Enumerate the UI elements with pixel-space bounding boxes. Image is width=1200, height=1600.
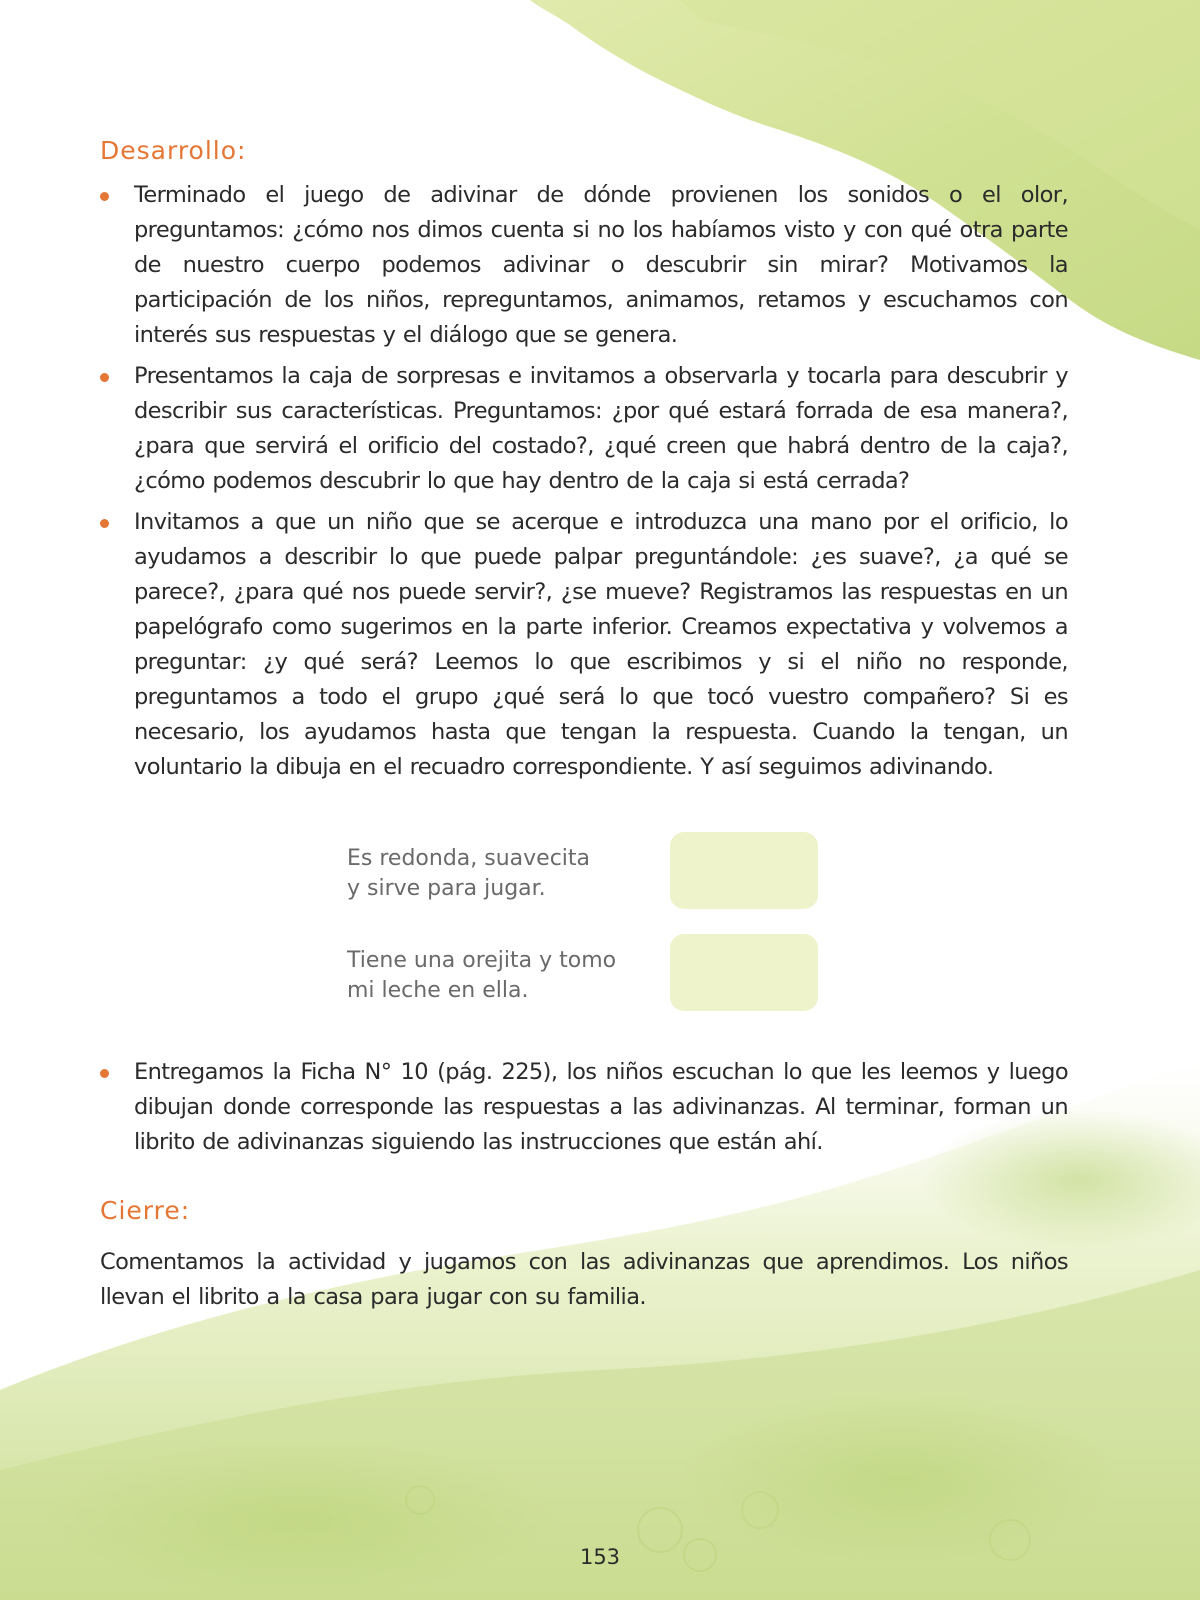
riddle-text bbox=[347, 946, 647, 1006]
bullet-icon bbox=[100, 1069, 109, 1078]
heading-cierre: Cierre: bbox=[100, 1196, 191, 1225]
list-item bbox=[100, 178, 1068, 353]
bullet-icon bbox=[100, 192, 109, 201]
answer-box bbox=[670, 832, 818, 909]
riddle-line: Tiene una orejita y tomo bbox=[347, 948, 617, 973]
page-number: 153 bbox=[579, 1545, 621, 1569]
list-item-text: Presentamos la caja de sorpresas e invitamos a observarla y tocarla para descubrir y describir sus características. Preguntamos: ¿por qué estará forrada de esa manera?, ¿para que servirá el orificio del costado?, ¿qué creen que habrá dentro de la caja?, ¿cómo podemos descubrir lo que hay dentro de la caja si está cerrada? bbox=[134, 363, 1068, 494]
list-item-text: Entregamos la Ficha N° 10 (pág. 225), los niños escuchan lo que les leemos y luego dibujan donde corresponde las respuestas a las adivinanzas. Al terminar, forman un librito de adivinanzas siguiendo las instrucciones que están ahí. bbox=[134, 1059, 1068, 1155]
closing-paragraph: Comentamos la actividad y jugamos con las adivinanzas que aprendimos. Los niños llevan el librito a la casa para jugar con su familia. bbox=[100, 1249, 1068, 1310]
riddle-row bbox=[347, 832, 821, 934]
list-item bbox=[100, 359, 1068, 499]
heading-desarrollo: Desarrollo: bbox=[100, 136, 247, 165]
bullet-icon bbox=[100, 519, 109, 528]
riddle-row bbox=[347, 934, 821, 1036]
riddle-line: mi leche en ella. bbox=[347, 978, 529, 1003]
list-item bbox=[100, 1055, 1068, 1160]
development-list-continued bbox=[100, 1055, 1068, 1166]
answer-box bbox=[670, 934, 818, 1011]
riddle-examples bbox=[347, 832, 821, 1036]
list-item bbox=[100, 505, 1068, 785]
list-item-text: Terminado el juego de adivinar de dónde provienen los sonidos o el olor, preguntamos: ¿cómo nos dimos cuenta si no los habíamos visto y con qué otra parte de nuestro cuerpo podemos adivinar o descubrir sin mirar? Motivamos la participación de los niños, repreguntamos, animamos, retamos y escuchamos con interés sus respuestas y el diálogo que se genera. bbox=[134, 182, 1068, 348]
development-list bbox=[100, 178, 1068, 791]
riddle-text bbox=[347, 844, 647, 904]
riddle-line: Es redonda, suavecita bbox=[347, 846, 591, 871]
list-item-text: Invitamos a que un niño que se acerque e introduzca una mano por el orificio, lo ayudamos a describir lo que puede palpar preguntándole: ¿es suave?, ¿a qué se parece?, ¿para qué nos puede servir?, ¿se mueve? Registramos las respuestas en un papelógrafo como sugerimos en la parte inferior. Creamos expectativa y volvemos a preguntar: ¿y qué será? Leemos lo que escribimos y si el niño no responde, preguntamos a todo el grupo ¿qué será lo que tocó vuestro compañero? Si es necesario, los ayudamos hasta que tengan la respuesta. Cuando la tengan, un voluntario la dibuja en el recuadro correspondiente. Y así seguimos adivinando. bbox=[134, 509, 1068, 780]
bullet-icon bbox=[100, 373, 109, 382]
riddle-line: y sirve para jugar. bbox=[347, 876, 546, 901]
